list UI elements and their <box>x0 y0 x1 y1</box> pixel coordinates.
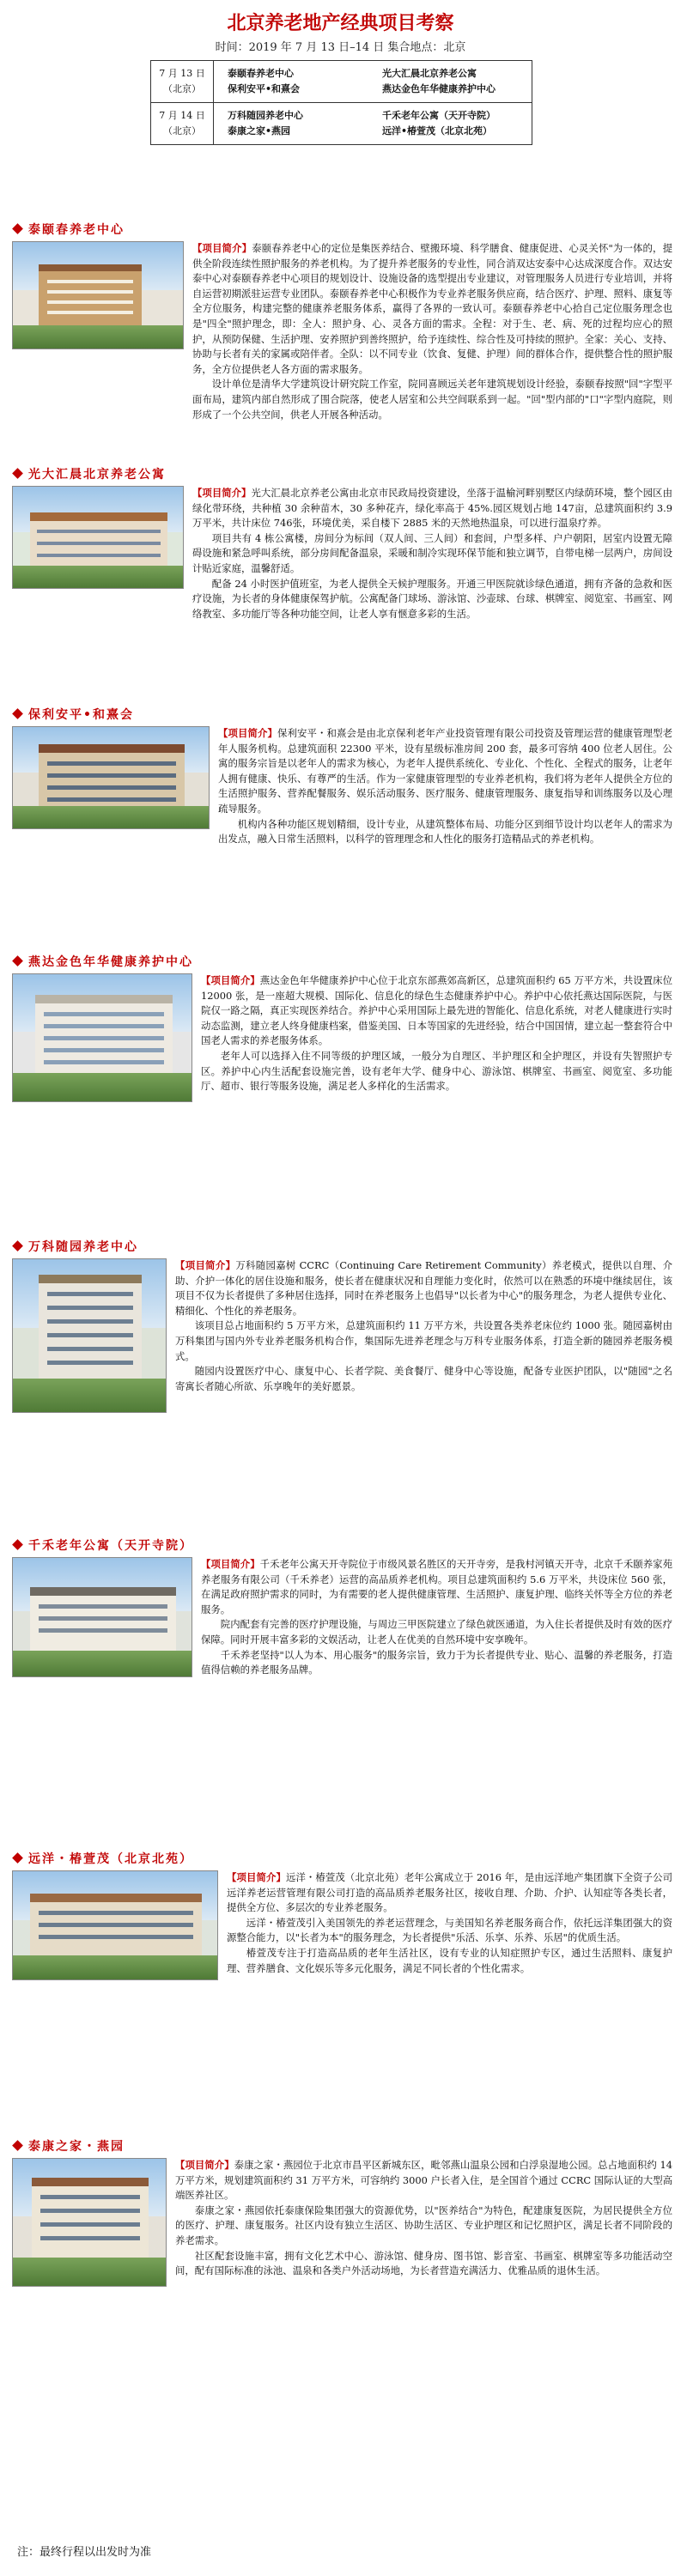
schedule-date: 7 月 14 日 <box>159 110 205 121</box>
diamond-bullet-icon <box>12 955 23 967</box>
page-title: 北京养老地产经典项目考察 <box>227 13 454 34</box>
intro-tag: 【项目简介】 <box>175 1259 236 1271</box>
paragraph: 配备 24 小时医护值班室，为老人提供全天候护理服务。开通三甲医院就诊绿色通道，拥有齐备的急救和医疗设施，为长者的身体健康保驾护航。公寓配备门球场、游泳馆、沙壶球、台球、棋牌室、阅览室、书画室、网络教室、多功能厅等各种功能空间，让老人享有惬意多彩的生活。 <box>192 577 672 620</box>
section-heading: 万科随园养老中心 <box>9 1238 672 1255</box>
paragraph: 机构内各种功能区规划精细，设计专业，从建筑整体布局、功能分区到细节设计均以老年人的需求为出发点，融入日常生活照料，以科学的管理理念和人性化的服务打造精品式的养老机构。 <box>218 817 672 846</box>
section-heading: 千禾老年公寓（天开寺院） <box>9 1537 672 1554</box>
intro-text: 燕达金色年华健康养护中心位于北京东部燕郊高新区，总建筑面积约 65 万平方米，共设置床位 12000 张，是一座超大规模、国际化、信息化的绿色生态健康养护中心。养护中心依托燕达国际医院，与医院仅一路之隔，真正实现医养结合。养护中心采用国际上最先进的智能化、信息化系统，对老人健康进行实时动态监测，建立老人终身健康档案，借鉴美国、日本等国家的先进经验，结合中国国情，建立起一整套符合中国老人需求的养老服务体系。 <box>201 974 672 1047</box>
diamond-bullet-icon <box>12 2140 23 2151</box>
section-qianhe <box>9 1537 672 1840</box>
page-subtitle: 时间：2019 年 7 月 13 日–14 日 集合地点：北京 <box>215 41 466 54</box>
intro-text: 保利安平・和熹会是由北京保利老年产业投资管理有限公司投资及管理运营的健康管理型老年人服务机构。总建筑面积 22300 平米，设有星级标准房间 200 套，最多可容纳 400 位老人居住。公寓的服务宗旨是以老年人的需求为核心，为老年人提供系统化、专业化、个性化、全程式的服务，让老年人拥有健康、快乐、有尊严的生活。作为一家健康管理型的专业养老机构，我们将为老年人提供全方位的生活照护服务、营养配餐服务、娱乐活动服务、医疗服务、健康管理服务、康复指导和训练服务以及心理疏导服务。 <box>218 727 672 815</box>
schedule-row <box>151 61 532 103</box>
diamond-bullet-icon <box>12 223 23 234</box>
diamond-bullet-icon <box>12 1240 23 1252</box>
schedule-date-cell <box>151 61 214 103</box>
section-yanda <box>9 953 672 1229</box>
section-body <box>201 1557 672 1840</box>
paragraph: 项目共有 4 栋公寓楼，房间分为标间（双人间、三人间）和套间，户型多样、户户朝阳，居室内设置无障碍设施和紧急呼叫系统，部分房间配备温泉，采暖和制冷实现环保节能和独立调节，自带电梯一层两户，房间设计贴近家庭，温馨舒适。 <box>192 531 672 574</box>
venue: 燕达金色年华健康养护中心 <box>382 83 496 94</box>
section-body <box>192 486 672 700</box>
paragraph: 远洋・椿萱茂引入美国领先的养老运营理念，与美国知名养老服务商合作，依托远洋集团强大的资源整合能力，以"长者为本"的服务理念，为长者提供"乐活、乐享、乐养、乐居"的优质生活。 <box>227 1916 672 1944</box>
schedule-date-cell <box>151 103 214 145</box>
intro-tag: 【项目简介】 <box>201 974 260 986</box>
project-photo <box>12 726 210 829</box>
diamond-bullet-icon <box>12 468 23 479</box>
section-heading: 泰康之家・燕园 <box>9 2137 672 2155</box>
project-photo <box>12 2158 167 2287</box>
diamond-bullet-icon <box>12 708 23 719</box>
section-body <box>175 2158 672 2536</box>
project-photo <box>12 1258 167 1413</box>
venue: 泰颐春养老中心 <box>228 68 294 79</box>
schedule-city: （北京） <box>163 83 201 94</box>
intro-tag: 【项目简介】 <box>175 2159 234 2171</box>
project-photo <box>12 1557 192 1677</box>
section-heading: 保利安平•和熹会 <box>9 706 672 723</box>
venue: 千禾老年公寓（天开寺院） <box>382 110 496 121</box>
section-heading: 光大汇晨北京养老公寓 <box>9 465 672 482</box>
intro-text: 光大汇晨北京养老公寓由北京市民政局投资建设，坐落于温榆河畔别墅区内绿荫环境，整个园区由绿化带环绕，共种植 30 余种苗木，30 多种花卉，绿化率高于 45%.园区规划占地 147亩，总建筑面积约 3.9 万平米，共计床位 746张，环境优美，采自楼下 2885 米的天然地热温泉，可以进行温泉疗养。 <box>192 487 672 530</box>
paragraph: 椿萱茂专注于打造高品质的老年生活社区，设有专业的认知症照护专区，通过生活照料、康复护理、营养膳食、文化娱乐等多元化服务，满足不同长者的个性化需求。 <box>227 1946 672 1974</box>
venue: 保利安平•和熹会 <box>228 83 301 94</box>
venue: 万科随园养老中心 <box>228 110 303 121</box>
paragraph: 该项目总占地面积约 5 万平方米，总建筑面积约 11 万平方米，共设置各类养老床位约 1000 张。随园嘉树由万科集团与国内外专业养老服务机构合作，集国际先进养老理念与万科专业服务体系，打造全新的随园养老服务模式。 <box>175 1319 672 1362</box>
paragraph: 设计单位是清华大学建筑设计研究院工作室，院同喜顾远关老年建筑规划设计经验，泰颐春按照"回"字型平面布局，建筑内部自然形成了围合院落，使老人居室和公共空间联系到一起。"回"型内部的"口"字型内庭院，则形成了一个公共空间，供老人开展各种活动。 <box>192 378 672 421</box>
schedule-date: 7 月 13 日 <box>159 68 205 79</box>
section-heading: 燕达金色年华健康养护中心 <box>9 953 672 970</box>
section-yuanyang <box>9 1850 672 2128</box>
section-body <box>227 1870 672 2128</box>
section-vanke <box>9 1238 672 1526</box>
project-photo <box>12 973 192 1102</box>
schedule-row <box>151 103 532 145</box>
schedule-venues-cell <box>214 61 532 103</box>
schedule-table <box>150 60 532 145</box>
paragraph: 随园内设置医疗中心、康复中心、长者学院、美食餐厅、健身中心等设施，配备专业医护团队，以"随园"之名寄寓长者随心所欲、乐享晚年的美好愿景。 <box>175 1365 672 1392</box>
paragraph: 社区配套设施丰富，拥有文化艺术中心、游泳馆、健身房、图书馆、影音室、书画室、棋牌室等多功能活动空间，配有国际标准的泳池、温泉和各类户外活动场地，为长者营造充满活力、优雅品质的退休生活。 <box>175 2249 672 2277</box>
intro-tag: 【项目简介】 <box>192 487 252 499</box>
diamond-bullet-icon <box>12 1852 23 1864</box>
venue: 泰康之家•燕园 <box>228 125 291 136</box>
section-body <box>218 726 672 949</box>
paragraph: 老年人可以选择入住不同等级的护理区域，一般分为自理区、半护理区和全护理区，并设有失智照护专区。养护中心内生活配套设施完善，设有老年大学、健身中心、游泳馆、棋牌室、书画室、阅览室、多功能厅、超市、银行等服务设施，满足老人多样化的生活需求。 <box>201 1049 672 1093</box>
section-heading: 远洋・椿萱茂（北京北苑） <box>9 1850 672 1867</box>
intro-text: 泰颐春养老中心的定位是集医养结合、壁搬环境、科学膳食、健康促进、心灵关怀"为一体的，提供全阶段连续性照护服务的养老机构。为了提升养老服务的专业性，同合消双达安泰中心达成深度合作。双达安泰中心对泰颐春养老中心项目的规划设计、设施设备的选型提出专业建议，对管理服务人员进行专业培训，并将自运营初期派驻运营专业团队。泰颐春养老中心积极作为专业养老服务供应商，结合医疗、护理、照料、康复等全方位服务，构建完整的健康养老服务体系，赢得了各界的一致认可。泰颐春养老中心拾自己定位服务理念也是"四全"照护理念，即：全人：照护身、心、灵各方面的需求。全程：对于生、老、病、死的过程均应心的照护，从预防保健、生活护理、安养照护到善终照护，给予连续性、综合性及可持续的照护。全家：关心、支持、协助与长者有关的家属或陪伴者。全队：以不同专业（饮食、复健、护理）间的群体合作，提供整合性的照护服务，全方位提供老人各方面的需求服务。 <box>192 242 672 375</box>
section-body <box>201 973 672 1229</box>
section-taiyichun <box>9 221 672 463</box>
project-photo <box>12 486 184 589</box>
venue: 光大汇晨北京养老公寓 <box>382 68 477 79</box>
paragraph: 千禾养老坚持"以人为本、用心服务"的服务宗旨，致力于为长者提供专业、贴心、温馨的养老服务，打造值得信赖的养老服务品牌。 <box>201 1648 672 1676</box>
schedule-city: （北京） <box>163 125 201 136</box>
footer-note: 注：最终行程以出发时为准 <box>17 2546 152 2559</box>
intro-text: 远洋・椿萱茂（北京北苑）老年公寓成立于 2016 年，是由远洋地产集团旗下全资子公司远洋养老运营管理有限公司打造的高品质养老服务社区，接收自理、介助、介护、认知症等各类长者，提供全方位、多层次的专业养老服务。 <box>227 1871 672 1914</box>
section-heading: 泰颐春养老中心 <box>9 221 672 238</box>
intro-tag: 【项目简介】 <box>227 1871 286 1883</box>
project-photo <box>12 241 184 349</box>
section-body <box>175 1258 672 1526</box>
venue: 远洋•椿萱茂（北京北苑） <box>382 125 493 136</box>
diamond-bullet-icon <box>12 1539 23 1550</box>
schedule-venues-cell <box>214 103 532 145</box>
paragraph: 院内配套有完善的医疗护理设施，与周边三甲医院建立了绿色就医通道，为入住长者提供及时有效的医疗保障。同时开展丰富多彩的文娱活动，让老人在优美的自然环境中安享晚年。 <box>201 1618 672 1646</box>
section-guangda <box>9 465 672 700</box>
section-baoli <box>9 706 672 949</box>
intro-tag: 【项目简介】 <box>218 727 278 739</box>
section-body <box>192 241 672 463</box>
intro-text: 泰康之家・燕园位于北京市昌平区新城东区，毗邻燕山温泉公园和白浮泉湿地公园。总占地面积约 14 万平方米，规划建筑面积约 31 万平方米，可容纳约 3000 户长者入住，是全国首个通过 CCRC 国际认证的大型高端医养社区。 <box>175 2159 672 2202</box>
section-taikang <box>9 2137 672 2536</box>
intro-text: 万科随园嘉树 CCRC（Continuing Care Retirement Community）养老模式，提供以自理、介助、介护一体化的居住设施和服务，使长者在健康状况和自理能力变化时，依然可以在熟悉的环境中继续居住，该项目不仅为长者提供了多种居住选择，同时在养老服务上也倡导"以长者为中心"的服务理念，为老人提供专业化、精细化、个性化的养老服务。 <box>175 1259 672 1317</box>
intro-tag: 【项目简介】 <box>192 242 252 254</box>
intro-tag: 【项目简介】 <box>201 1558 260 1570</box>
project-photo <box>12 1870 218 1980</box>
paragraph: 泰康之家・燕园依托泰康保险集团强大的资源优势，以"医养结合"为特色，配建康复医院，为居民提供全方位的医疗、护理、康复服务。社区内设有独立生活区、协助生活区、专业护理区和记忆照护区，满足长者不同阶段的养老需求。 <box>175 2203 672 2246</box>
intro-text: 千禾老年公寓天开寺院位于市级风景名胜区的天开寺旁，是我村河镇天开寺，北京千禾颐养家苑养老服务有限公司（千禾养老）运营的高品质养老机构。项目总建筑面积约 5.6 万平米，共设床位 560 张，在满足政府照护需求的同时，为有需要的老人提供健康管理、生活照护、康复护理、临终关怀等全方位的养老服务。 <box>201 1558 672 1615</box>
